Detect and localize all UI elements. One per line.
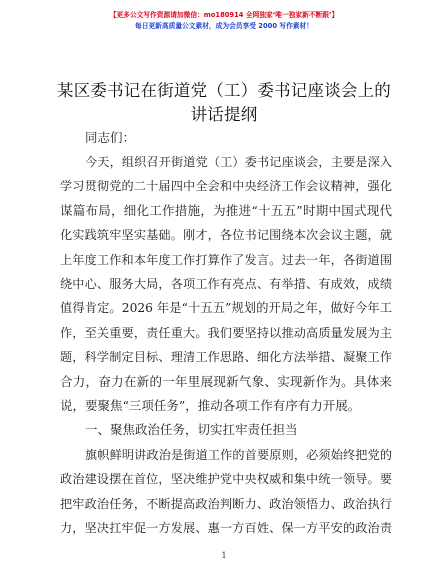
paragraph-1-line: 谋篇布局，细化工作措施，为推进“十五五”时期中国式现代 [60, 202, 392, 218]
promo-banner-line-1: 【更多公文写作资源请加微信：mo180914 全网独家‘唯一独家新不断跟’】 [109, 11, 339, 19]
promo-banner-line-2: 每日更新高质量公文素材，成为会员享受 2000 写作素材！ [135, 22, 313, 30]
paragraph-1-line: 学习贯彻党的二十届四中全会和中央经济工作会议精神，强化 [60, 179, 392, 194]
section-1-heading: 一、聚焦政治任务，切实扛牢责任担当 [85, 422, 298, 438]
document-title [50, 79, 398, 127]
body-text [60, 150, 392, 541]
paragraph-1-line: 作，至关重要，责任重大。我们要坚持以推动高质量发展为主 [60, 325, 392, 340]
paragraph-2-line: 旗帜鲜明讲政治是街道工作的首要原则，必须始终把党的 [85, 447, 392, 462]
paragraph-1-line: 今天，组织召开街道党（工）委书记座谈会，主要是深入 [85, 155, 392, 169]
paragraph-2-line: 政治建设摆在首位，坚决维护党中央权威和集中统一领导。要 [60, 472, 392, 487]
document-title-line-2: 讲话提纲 [190, 105, 258, 124]
paragraph-1-line: 上年度工作和本年度工作打算作了发言。过去一年，各街道围 [60, 252, 392, 267]
document-title-line-1: 某区委书记在街道党（工）委书记座谈会上的 [57, 81, 391, 100]
paragraph-1-line: 合力，奋力在新的一年里展现新气象、实现新作为。具体来 [60, 373, 392, 389]
page-number: 1 [221, 551, 227, 560]
paragraph-1-line: 题，科学制定目标、理清工作思路、细化方法举措、凝聚工作 [60, 350, 392, 365]
greeting: 同志们： [85, 130, 136, 145]
paragraph-1-line: 说，要聚焦“三项任务”，推动各项工作有序有力开展。 [60, 398, 361, 414]
paragraph-1-line: 值得肯定。2026 年是“十五五”规划的开局之年，做好今年工 [60, 301, 392, 316]
paragraph-2-line: 把牢政治任务，不断提高政治判断力、政治领悟力、政治执行 [60, 496, 392, 511]
paragraph-2-line: 力，坚决扛牢促一方发展、惠一方百姓、保一方平安的政治责 [60, 521, 392, 536]
paragraph-1-line: 绕中心、服务大局，各项工作有亮点、有举措、有成效，成绩 [60, 277, 392, 292]
paragraph-1-line: 化实践筑牢坚实基础。刚才，各位书记围绕本次会议主题，就 [60, 228, 392, 243]
